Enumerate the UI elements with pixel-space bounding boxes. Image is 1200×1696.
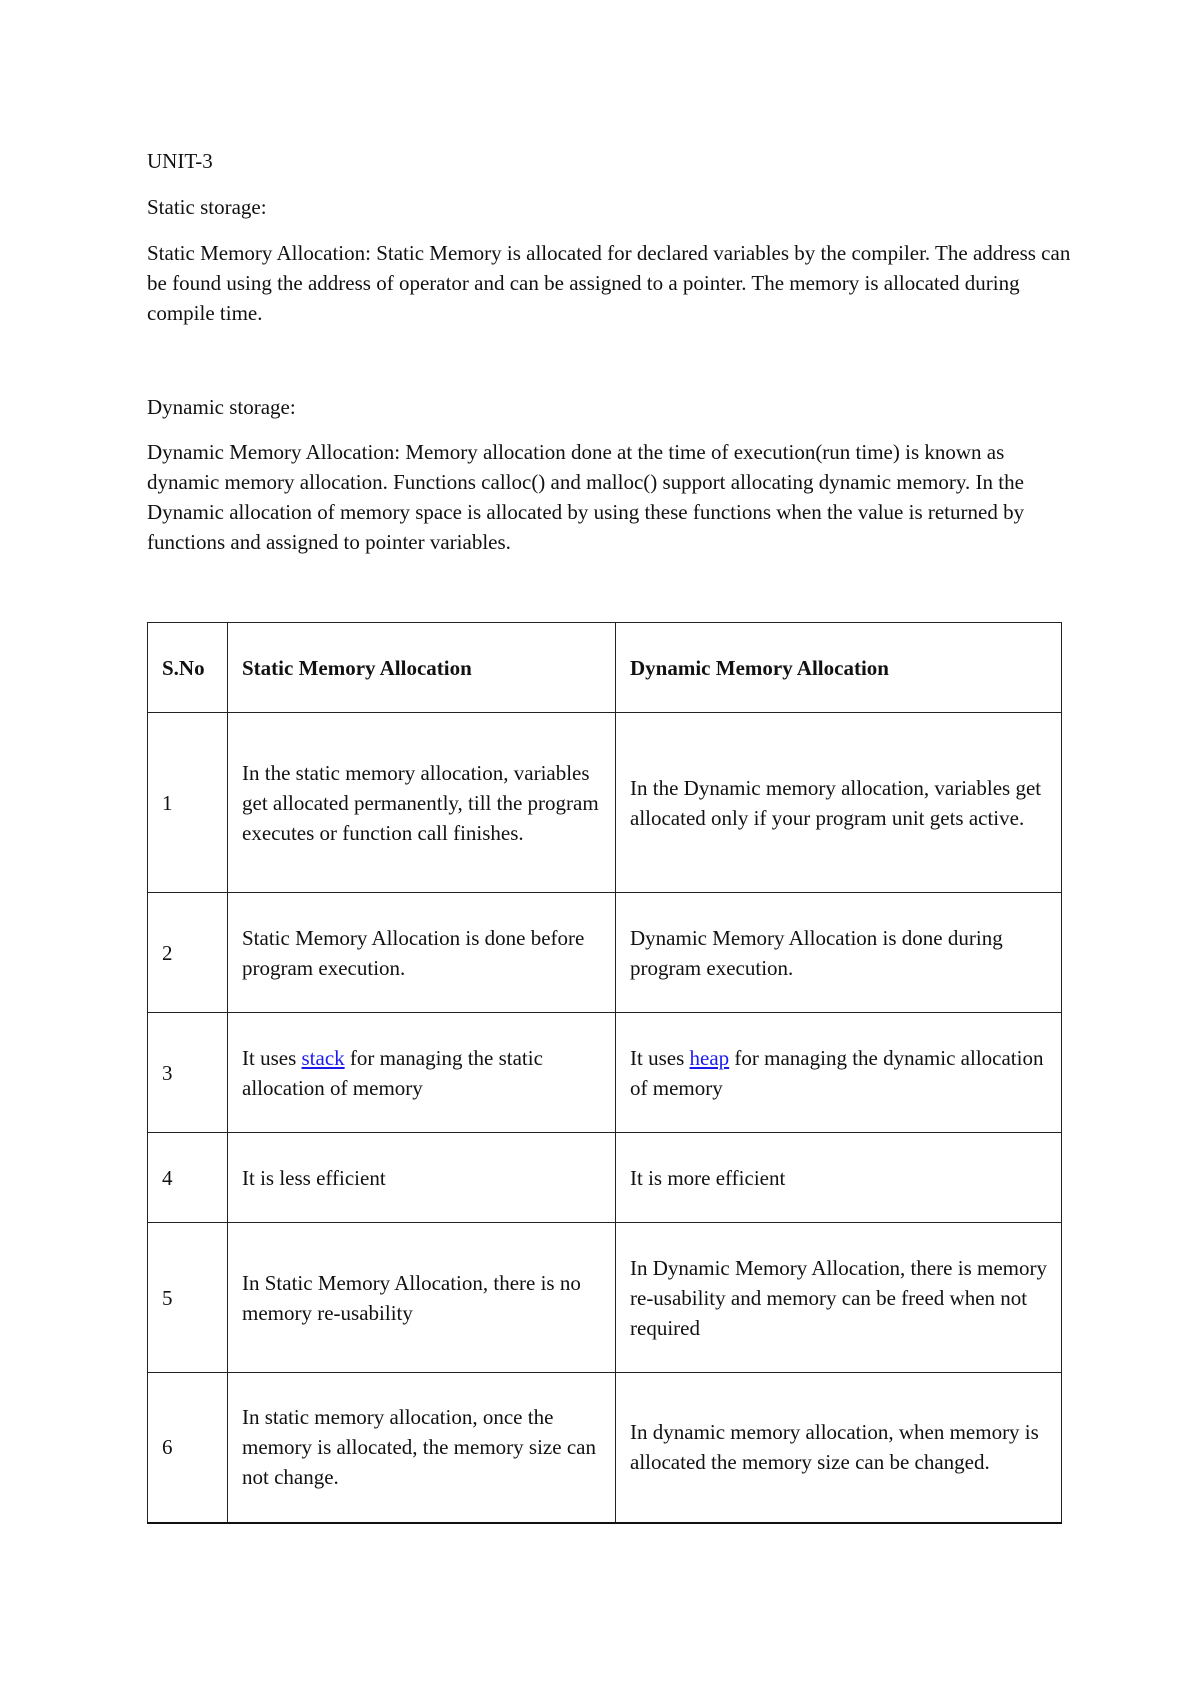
static-storage-paragraph: Static Memory Allocation: Static Memory is allocated for declared variables by the compiler. The address can be found using the address of operator and can be assigned to a pointer. The memory is allocated during compile time. <box>147 241 1071 325</box>
row-static-cell: It is less efficient <box>228 1133 616 1223</box>
row-dynamic-cell: It is more efficient <box>616 1133 1062 1223</box>
row-sno: 5 <box>148 1223 228 1373</box>
static-text-post: for managing the static allocation of memory <box>242 1045 543 1100</box>
header-static: Static Memory Allocation <box>228 623 616 713</box>
row-dynamic-cell: In the Dynamic memory allocation, variables get allocated only if your program unit gets active. <box>616 713 1062 893</box>
table-header-row <box>148 623 1062 713</box>
row-sno: 4 <box>148 1133 228 1223</box>
row-static-cell: In the static memory allocation, variables get allocated permanently, till the program executes or function call finishes. <box>228 713 616 893</box>
table-row <box>148 1013 1062 1133</box>
row-dynamic-cell: Dynamic Memory Allocation is done during program execution. <box>616 893 1062 1013</box>
row-sno: 6 <box>148 1373 228 1523</box>
table-row <box>148 1223 1062 1373</box>
header-dynamic: Dynamic Memory Allocation <box>616 623 1062 713</box>
dynamic-text-pre: It uses <box>630 1045 690 1070</box>
table-row <box>148 1133 1062 1223</box>
row-sno: 2 <box>148 893 228 1013</box>
document-heading: UNIT-3 <box>147 149 213 173</box>
row-sno: 3 <box>148 1013 228 1133</box>
static-text-pre: It uses <box>242 1045 302 1070</box>
dynamic-storage-title: Dynamic storage: <box>147 395 296 419</box>
row-static-cell: In static memory allocation, once the memory is allocated, the memory size can not change. <box>228 1373 616 1523</box>
table-row <box>148 713 1062 893</box>
row-dynamic-cell: In dynamic memory allocation, when memory is allocated the memory size can be changed. <box>616 1373 1062 1523</box>
row-static-cell: In Static Memory Allocation, there is no memory re-usability <box>228 1223 616 1373</box>
comparison-table <box>147 622 1062 1524</box>
stack-link[interactable]: stack <box>301 1045 345 1070</box>
header-sno: S.No <box>148 623 228 713</box>
dynamic-storage-paragraph: Dynamic Memory Allocation: Memory allocation done at the time of execution(run time) is known as dynamic memory allocation. Functions calloc() and malloc() support allocating dynamic memory. In the Dynamic allocation of memory space is allocated by using these functions when the value is returned by functions and assigned to pointer variables. <box>147 440 1025 554</box>
dynamic-text-post: for managing the dynamic allocation of memory <box>630 1045 1044 1100</box>
table-row <box>148 1373 1062 1523</box>
row-sno: 1 <box>148 713 228 893</box>
row-static-cell <box>228 1013 616 1133</box>
static-storage-title: Static storage: <box>147 195 267 219</box>
table-row <box>148 893 1062 1013</box>
row-static-cell: Static Memory Allocation is done before program execution. <box>228 893 616 1013</box>
row-dynamic-cell: In Dynamic Memory Allocation, there is memory re-usability and memory can be freed when not required <box>616 1223 1062 1373</box>
row-dynamic-cell <box>616 1013 1062 1133</box>
heap-link[interactable]: heap <box>689 1045 730 1070</box>
